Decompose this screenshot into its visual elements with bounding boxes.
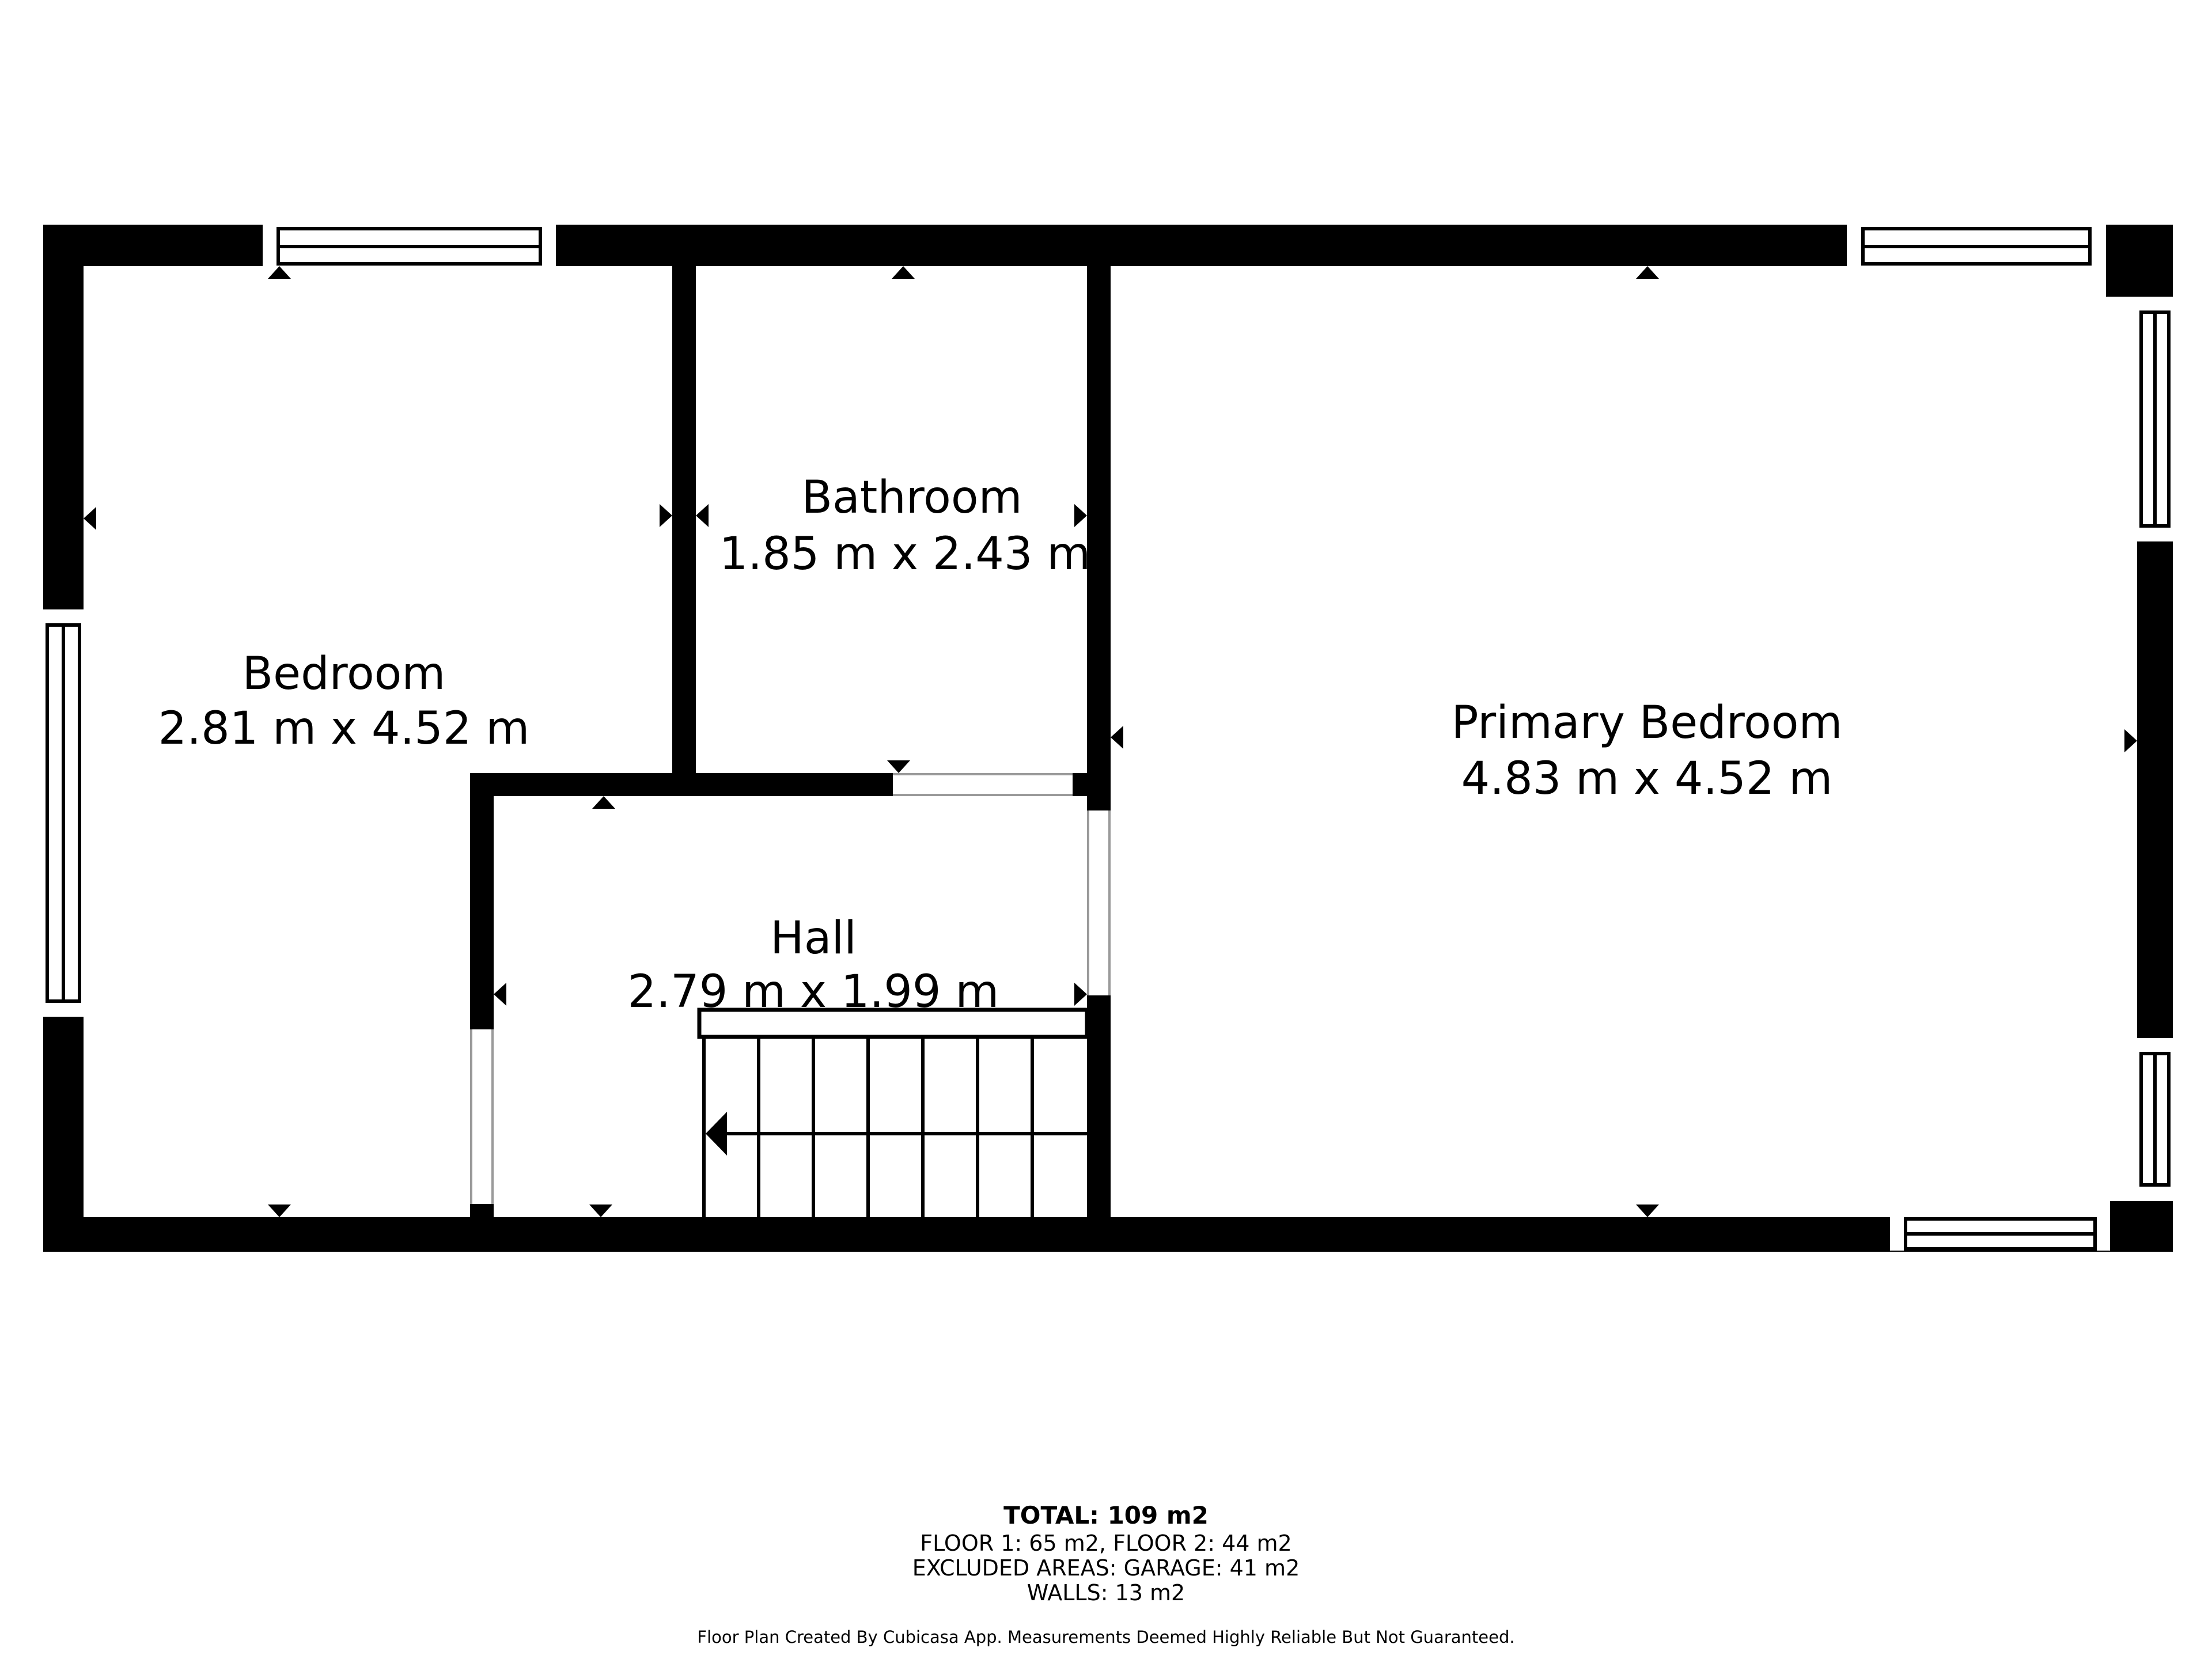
primary-bedroom-door-opening — [1088, 810, 1109, 995]
primary-arrow-left-icon — [1111, 726, 1123, 749]
hall-arrow-up-icon — [592, 796, 615, 809]
bedroom-arrow-left-icon — [84, 507, 96, 530]
bathroom-door-opening — [893, 774, 1073, 795]
bathroom-arrow-left-icon — [696, 504, 709, 527]
wall-hall-top-left-segment — [470, 773, 893, 796]
wall-hall-primary-lower — [1087, 995, 1111, 1217]
wall-bedroom-bathroom — [672, 225, 696, 796]
disclaimer-text: Floor Plan Created By Cubicasa App. Measurements Deemed Highly Reliable But Not Guaranteed. — [697, 1627, 1515, 1647]
primary-arrow-up-icon — [1636, 266, 1659, 279]
hall-arrow-left-icon — [494, 983, 506, 1006]
hall-arrow-right-icon — [1074, 983, 1087, 1006]
stair-treads — [704, 1037, 1032, 1217]
summary-floors: FLOOR 1: 65 m2, FLOOR 2: 44 m2 — [920, 1531, 1292, 1556]
bedroom-label: Bedroom — [242, 648, 446, 700]
bathroom-dimensions: 1.85 m x 2.43 m — [719, 528, 1091, 580]
summary-total: TOTAL: 109 m2 — [1003, 1501, 1209, 1529]
bedroom-door-opening — [471, 1029, 493, 1204]
stair-direction-arrow-icon — [706, 1112, 727, 1156]
hall-dimensions: 2.79 m x 1.99 m — [627, 966, 999, 1018]
summary-footer — [697, 1501, 1514, 1647]
wall-bedroom-hall-stub — [470, 1204, 494, 1217]
hall-label: Hall — [770, 912, 857, 964]
window-primary-right-upper — [2137, 297, 2173, 541]
bedroom-dimensions: 2.81 m x 4.52 m — [158, 703, 530, 755]
primary-bedroom-label: Primary Bedroom — [1451, 697, 1843, 749]
bathroom-arrow-down-icon — [887, 760, 910, 773]
summary-walls: WALLS: 13 m2 — [1027, 1580, 1185, 1605]
primary-arrow-right-icon — [2124, 729, 2137, 752]
summary-excluded: EXCLUDED AREAS: GARAGE: 41 m2 — [912, 1555, 1300, 1581]
hall-arrow-down-icon — [589, 1205, 612, 1217]
window-primary-right-lower — [2137, 1038, 2173, 1201]
window-bedroom-left — [43, 609, 84, 1017]
window-bedroom-top — [263, 225, 556, 266]
bedroom-arrow-right-icon — [660, 504, 672, 527]
wall-hall-top-right-segment — [1073, 773, 1087, 796]
primary-arrow-down-icon — [1636, 1205, 1659, 1217]
wall-corner-top-right — [2106, 225, 2173, 297]
bathroom-arrow-up-icon — [892, 266, 915, 279]
window-primary-bottom — [1890, 1217, 2110, 1251]
wall-bedroom-hall-upper — [470, 796, 494, 1029]
room-labels — [158, 472, 1843, 1018]
wall-bottom — [43, 1217, 2173, 1252]
window-primary-top — [1847, 225, 2106, 266]
wall-bathroom-primary-upper — [1087, 225, 1111, 810]
interior-walls — [470, 225, 1111, 1217]
primary-bedroom-dimensions: 4.83 m x 4.52 m — [1461, 753, 1833, 805]
wall-corner-bottom-right — [2110, 1201, 2173, 1252]
bedroom-arrow-down-icon — [268, 1205, 291, 1217]
staircase — [699, 1010, 1087, 1217]
bedroom-arrow-up-icon — [268, 266, 291, 279]
bathroom-arrow-right-icon — [1074, 504, 1087, 527]
bathroom-label: Bathroom — [801, 472, 1022, 524]
